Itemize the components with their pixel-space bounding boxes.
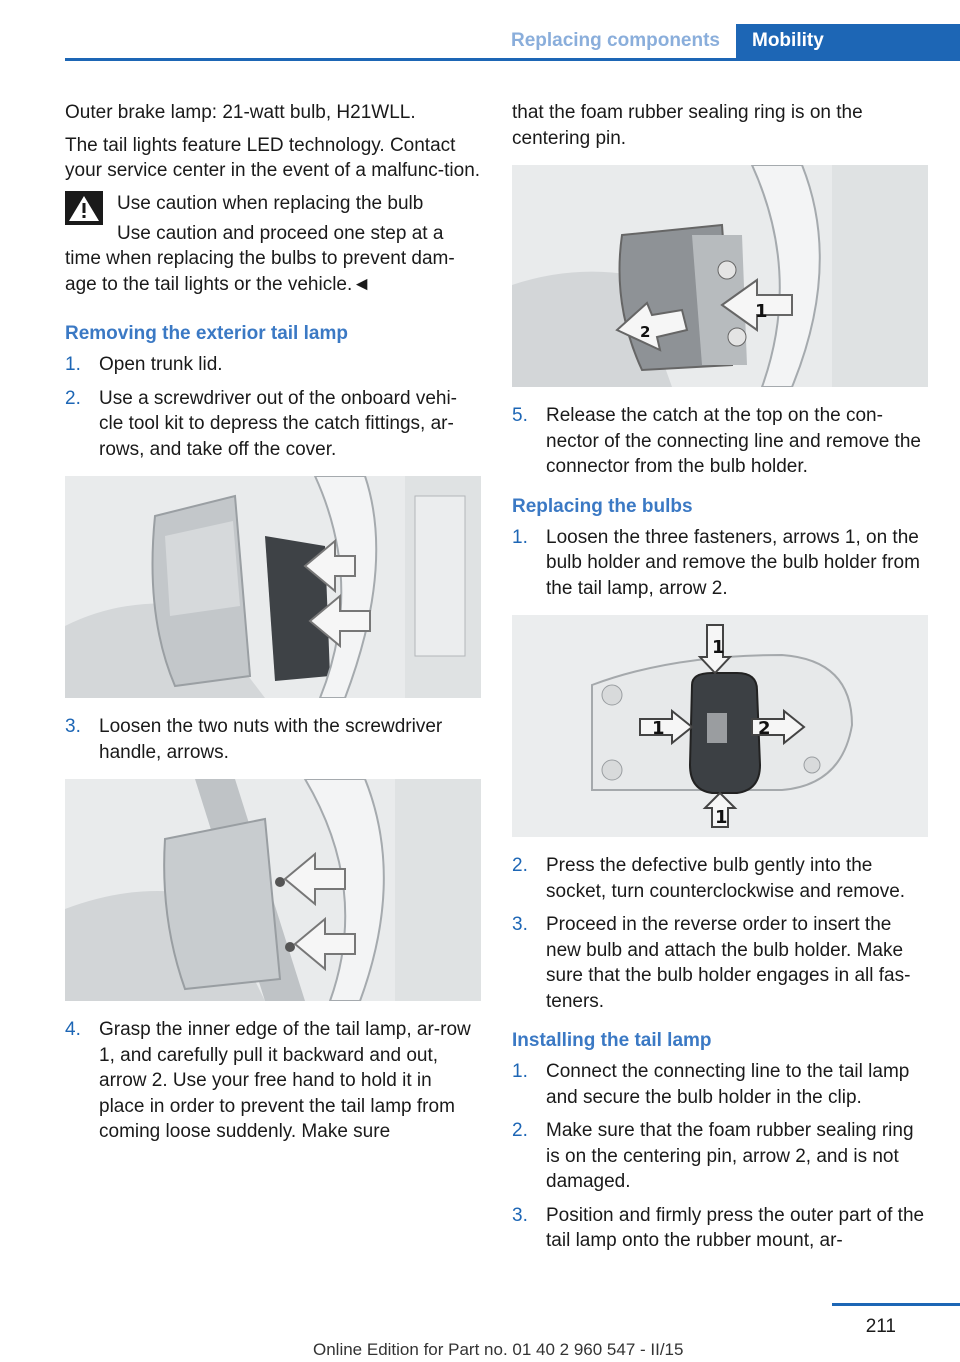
page-number: 211	[865, 1316, 896, 1337]
step-text: Position and firmly press the outer part of the tail lamp onto the rubber mount, ar-	[546, 1204, 925, 1251]
step-item	[512, 1059, 928, 1110]
step-item	[65, 352, 481, 378]
right-column	[512, 100, 928, 1262]
caution-block	[65, 191, 481, 298]
step-text: Proceed in the reverse order to insert the new bulb and attach the bulb holder. Make sure that the bulb holder engages in all fas-teners.	[546, 914, 911, 1012]
header-section-title: Replacing components	[510, 30, 720, 51]
holder-label-top: 1	[712, 637, 725, 658]
continued-text: that the foam rubber sealing ring is on the centering pin.	[512, 102, 863, 149]
holder-label-left: 1	[652, 718, 665, 739]
step-number: 2.	[512, 1120, 528, 1141]
left-column	[65, 100, 481, 1153]
step-text: Use a screwdriver out of the onboard vehi-cle tool kit to depress the catch fittings, ar-rows, and take off the cover.	[99, 387, 458, 460]
intro-bulb-spec: Outer brake lamp: 21-watt bulb, H21WLL.	[65, 102, 416, 123]
step-number: 1.	[65, 354, 81, 375]
footer-rule	[832, 1303, 960, 1306]
step-number: 3.	[65, 716, 81, 737]
step-number: 1.	[512, 526, 528, 548]
step-number: 1.	[512, 1061, 528, 1082]
page-header	[65, 24, 960, 61]
caution-body: Use caution and proceed one step at a time when replacing the bulbs to prevent dam-age to the tail lights or the vehicle.◄	[65, 222, 455, 295]
step-item	[65, 714, 481, 765]
header-rule	[65, 58, 960, 61]
edition-note: Online Edition for Part no. 01 40 2 960 547 - II/15	[313, 1340, 684, 1359]
step-item	[512, 853, 928, 904]
arrow-label: 2	[640, 323, 651, 341]
step-number: 3.	[512, 1204, 528, 1226]
step-item	[512, 1203, 928, 1254]
step-text: Make sure that the foam rubber sealing ring is on the centering pin, arrow 2, and is not damaged.	[546, 1120, 914, 1192]
step-item	[512, 525, 928, 602]
step-number: 3.	[512, 914, 528, 935]
intro-led-note: The tail lights feature LED technology. Contact your service center in the event of a malfunc-tion.	[65, 134, 481, 181]
caution-title: Use caution when replacing the bulb	[117, 192, 424, 214]
step-number: 2.	[65, 387, 81, 409]
warning-triangle-icon	[65, 191, 103, 225]
step-text: Loosen the three fasteners, arrows 1, on the bulb holder and remove the bulb holder from the tail lamp, arrow 2.	[546, 526, 920, 599]
step-text: Grasp the inner edge of the tail lamp, ar-row 1, and carefully pull it backward and out, arrow 2. Use your free hand to hold it in place in order to prevent the tail lamp from coming loose suddenly. Make sure	[99, 1019, 471, 1142]
heading-installing-tail-lamp: Installing the tail lamp	[512, 1030, 712, 1051]
step-number: 5.	[512, 405, 528, 426]
heading-removing-tail-lamp: Removing the exterior tail lamp	[65, 323, 348, 344]
step-item	[512, 403, 928, 480]
holder-label-right: 2	[758, 718, 771, 739]
figure-remove-cover	[65, 476, 481, 698]
step-text: Open trunk lid.	[99, 354, 223, 375]
step-number: 2.	[512, 855, 528, 876]
header-chapter-tab: Mobility	[736, 24, 960, 61]
heading-replacing-bulbs: Replacing the bulbs	[512, 495, 693, 517]
step-text: Press the defective bulb gently into the socket, turn counterclockwise and remove.	[546, 855, 906, 902]
figure-bulb-holder	[512, 615, 928, 837]
step-item	[65, 386, 481, 463]
step-item	[512, 912, 928, 1014]
figure-loosen-nuts	[65, 779, 481, 1001]
step-number: 4.	[65, 1019, 81, 1040]
holder-label-bottom: 1	[715, 807, 728, 828]
step-item	[512, 1118, 928, 1195]
step-text: Connect the connecting line to the tail lamp and secure the bulb holder in the clip.	[546, 1061, 910, 1108]
step-text: Loosen the two nuts with the screwdriver handle, arrows.	[99, 716, 443, 763]
step-item	[65, 1017, 481, 1145]
figure-pull-tail-lamp	[512, 165, 928, 387]
step-text: Release the catch at the top on the con-nector of the connecting line and remove the connector from the bulb holder.	[546, 405, 921, 477]
arrow-label: 1	[755, 301, 768, 322]
